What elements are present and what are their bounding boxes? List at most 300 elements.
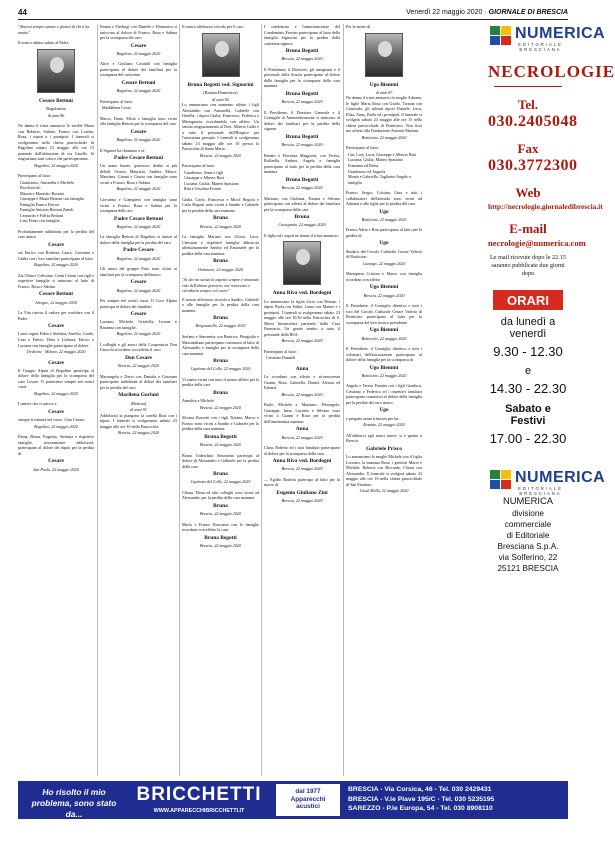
notice-text: Il nostro ultimo saluto al Padre <box>18 40 69 46</box>
deceased-name: Ugo Biemmi <box>369 81 399 88</box>
notice-body: Ne danno il triste annuncio la moglie Adriana, le figlie Maria Rosa con Guido, Tiziana con Giancarlo, gli adorati nipoti Daniele, Luca, Elisa, Anna, Paola ed i pronipoti. Il funerale si svolgerà sabato 23 maggio alle ore 15 nella chiesa parrocchiale di Bottticino. Non fiori ma offerte alla Fondazione Antonio Mariani. <box>346 95 422 134</box>
condolence-name: Leonardo e Fulvia Bettoni <box>20 212 64 218</box>
notice-place-date: Brescia, 22 maggio 2020 <box>199 543 241 549</box>
notice-place-date: Bagolino, 22 maggio 2020 <box>116 287 161 293</box>
notice-text: Mariangela e Dario con Daniela e Graziano partecipano addolorati al dolore dei familiari per la perdita del caro <box>100 373 177 390</box>
notice-text: Paolo, Michela e Massimo, Pierangelo, Giuseppe, Irma, Luciano e Silvano sono vicini a Gianni e Rosa per la perdita dell'amatissima mamma <box>264 402 340 424</box>
notice-text: Il figlio ed i nipoti ne danno il triste annuncio. <box>264 232 340 238</box>
obituary-notice <box>182 522 259 549</box>
notice-place-date: Bottticino, 22 maggio 2020 <box>361 372 407 378</box>
notice-body: La ricordano con affetto e riconoscenza Gianni, Rosa, Gabriella, Daniel, Alessia ed Eduard. <box>264 374 340 391</box>
since-line: Apparecchi <box>290 795 326 803</box>
deceased-name: Gabriele Prisco <box>366 445 402 452</box>
deceased-age: di anni 86 <box>47 112 65 118</box>
notice-body: Addolorati la piangono la sorella Rina con i nipoti. I funerali si svolgeranno sabato 23 maggio alle ore 10 nella Parrocchia. <box>100 412 177 429</box>
obituary-notice <box>346 271 422 298</box>
since-line: acustici <box>296 803 320 811</box>
deceased-name: Bruna <box>213 315 228 322</box>
condolence-name: Famiglia Franco Ferrari <box>20 201 60 207</box>
notice-place-date: Bagolino, 22 maggio 2020 <box>116 223 161 229</box>
shop-address: BRESCIA - Via Corsica, 46 - Tel. 030 2429431 <box>348 786 492 793</box>
obituary-notice <box>100 197 177 229</box>
notice-text: Mariano, con Giuliana, Tiziana e Silvano partecipano con affetto al dolore dei familiari per la scomparsa della cara <box>264 195 340 212</box>
obituary-notice <box>18 434 94 472</box>
notice-text: Mariapiera Cristina e Marco con famiglia ricordano con affetto <box>346 271 422 282</box>
notice-place-date: San Paolo, 22 maggio 2020 <box>33 466 79 472</box>
notice-body: Lo annunciano con immenso affetto i figli Alessandro con Antonella, Gabriele con Ornella, i nipoti Giulia, Francesco, Federica e Mariagrazia, ricordandola con affetto. Un sentito ringraziamento al Dott. Alberto Gallo e a tutto il personale dell'Hospice per l'assistenza prestata. I funerali si svolgeranno sabato 23 maggio alle ore 10 presso la Parrocchia di Santa Maria. <box>182 102 259 152</box>
weekend-hours: 17.00 - 22.30 <box>489 431 567 447</box>
obituary-notice <box>18 229 94 268</box>
deceased-name: Padre Cesare Bettoni <box>114 215 163 222</box>
banner-hook: Ho risolto il mio problema, sono stato da... <box>31 787 117 819</box>
tel-number: 030.2405048 <box>488 113 578 130</box>
obituary-notice <box>264 233 340 286</box>
deceased-name: Cesare Bettoni <box>121 79 156 86</box>
obituary-notice <box>18 24 94 35</box>
notice-place-date: Castegnato, 22 maggio 2020 <box>278 222 326 228</box>
notice-quote: "Amerai sempre amato e gioirai di chi ti ha amato" <box>18 24 90 35</box>
notice-text: — Egidio Bonfini partecipa al lutto per la morte di <box>264 476 340 488</box>
notice-text: Il Presidente, il Direttore, gli insegnanti e il personale della Scuola partecipano al dolore della famiglia per la scomparsa della cara mamma <box>264 66 340 89</box>
notice-text: Profondamente addolorati per la perdita del caro amico <box>18 228 94 240</box>
notice-place-date: Capitano del Colle, 22 maggio 2020 <box>190 479 251 485</box>
shop-address: SAREZZO - P.le Europa, 54 - Tel. 030 8908110 <box>348 805 493 813</box>
deceased-name: Anna Riva ved. Bordogni <box>272 458 332 465</box>
deceased-name: Bruna <box>213 471 228 478</box>
obituary-notice <box>346 433 422 494</box>
bricchetti-banner-ad <box>18 781 568 819</box>
deceased-subtitle: (Bettoni) <box>130 400 147 406</box>
hours-title: ORARI <box>493 290 563 310</box>
numerica-logo-mark-icon <box>490 26 512 46</box>
obituary-notice <box>18 98 94 119</box>
condolence-name: Giuseppe e Alberto Busi <box>184 175 225 181</box>
notice-place-date: Rezzato, 22 maggio 2020 <box>363 422 405 428</box>
header-date <box>406 9 568 16</box>
obituary-notice <box>182 490 259 517</box>
notice-body: I suoi cugini Fabio e Stefania, Aurelio, Guido, Lino e Fulvio, Dina e Lisbona, Enrico e Luciana con famiglie partecipano al dolore. <box>18 331 94 348</box>
condolence-name: Gaudenzio, Anna e figli <box>184 169 224 175</box>
notice-text: Renato e Fiorenza Maggiotti, con Teresa, Raffaella, Andrea, Angela e famiglia partecipano al lutto per la perdita della cara mamma <box>264 152 340 175</box>
obituary-notice <box>264 402 340 440</box>
obituary-notice <box>100 116 177 143</box>
portrait-photo <box>37 49 75 93</box>
notice-place-date: Brescia, 22 maggio 2020 <box>281 142 323 148</box>
obituary-notice <box>182 234 259 272</box>
web-url: http://necrologie.giornaledibrescia.it <box>488 202 603 211</box>
banner-brand: BRICCHETTI <box>136 784 262 805</box>
deceased-name: Cesare Bettoni <box>39 97 73 104</box>
numerica-logo <box>490 24 606 52</box>
notice-place-date: Brescia, 22 maggio 2020 <box>281 338 323 344</box>
condolence-name: Gianfranco, Antonella e Michele Bocchiocchi <box>20 179 74 191</box>
column-divider <box>343 24 344 776</box>
obituary-notice <box>346 383 422 427</box>
deceased-age: di anni 91 <box>130 407 147 413</box>
notice-place-date: Bagolino, 22 maggio 2020 <box>116 88 161 94</box>
notice-body: Il Gruppo Alpini di Bagolino partecipa al dolore della famiglia per la scomparsa del caro Cesare. Ti porteremo sempre nei nostri cuori. <box>18 367 94 390</box>
deceased-name: Anna <box>295 365 309 372</box>
tel-label: Tel. <box>517 97 539 112</box>
notice-text: Gli amici del gruppo Fritz sono vicini ai familiari per la scomparsa dell'amico <box>100 266 177 277</box>
portrait-photo <box>283 241 321 285</box>
weekday-evening: 14.30 - 22.30 <box>489 381 567 397</box>
notice-text: Elena, Bruna, Eugenio, Stefania e rispettive famiglie, sinceramente addolorati, partecipano al dolore dei nipoti per la perdita di <box>18 434 94 456</box>
obituary-notice <box>182 453 259 485</box>
obituary-notice <box>264 290 340 343</box>
obituary-column-3 <box>182 24 259 776</box>
obituary-notice <box>264 445 340 472</box>
notice-body: Lo annunciano la figlia Licia con Renato, i nipoti Paola con Fabio, Laura con Matteo e i pronipoti. I funerali si svolgeranno sabato 23 maggio alle ore 10.30 nella Parrocchia di S. Maria Immacolata partendo dalla Casa Funeraria. Un grazie sentito a tutto il personale della RSA. <box>264 298 340 337</box>
deceased-name: Ugo Biemmi <box>369 327 399 334</box>
notice-text: Il Presidente, il Consiglio direttivo e tutti i volontari dell'associazione partecipano al dolore della famiglia per la scomparsa di <box>346 346 422 363</box>
deceased-name: Bruna Begotti <box>204 433 237 440</box>
condolence-name: Rita e Orsolina Frosini <box>184 186 222 192</box>
notice-text: La Vita ritrova il cadore per sorridere con il Padre. <box>18 310 94 321</box>
obituary-column-5 <box>346 24 422 776</box>
notice-text: La famiglia Mariani con Gloria, Luca, Christian e rispettive famiglie abbraccia affettuosamente Sandro ed Emanuele per la perdita della cara mamma <box>182 234 259 256</box>
header-date-text: Venerdì 22 maggio 2020 · <box>406 9 489 16</box>
notice-place-date: Brescia, 22 maggio 2020 <box>363 292 405 298</box>
notice-place-date: Brescia, 22 maggio 2020 <box>199 442 241 448</box>
necrologie-ad <box>488 24 615 776</box>
logo-subtitle: EDITORIALE BRESCIANA <box>518 486 563 497</box>
obituary-notice <box>100 266 177 293</box>
deceased-name: Bruna <box>213 358 228 365</box>
deceased-name: Bruna Begotti <box>204 534 237 541</box>
logo-name: NUMERICA <box>515 469 606 487</box>
notice-place-date: Bottticino, 22 maggio 2020 <box>361 134 407 140</box>
weekday-label: da lunedì a venerdì <box>500 316 556 341</box>
page-number: 44 <box>18 8 27 17</box>
deceased-name: Padre Cesare Bettoni <box>114 155 163 162</box>
deceased-name: Bruna <box>213 389 228 396</box>
deceased-name: Bruna Begotti <box>285 90 319 97</box>
notice-place-date: Brescia, 22 maggio 2020 <box>281 434 323 440</box>
condolence-list <box>182 170 259 192</box>
condolence-name: Luciana, Giulia, Matteo Spasiano <box>184 180 239 186</box>
notice-text: Il nostro affettuoso ricordo per il caro <box>182 24 244 29</box>
notice-text: Franco, Sergio, Cristina, Gino e tutti i collaboratori dell'azienda sono vicini ad Adriana e alle figlie per la perdita del caro <box>346 190 422 207</box>
notice-text: Bruna Todeschini Simonetta partecipa al dolore di Alessandro e Gabriele per la perdita della cara <box>182 452 259 469</box>
notice-body: Sindaco del Circolo Culturale Cesare Valerio di Bottticino. <box>346 248 422 260</box>
deceased-name: Cesare Bettoni <box>39 291 73 298</box>
deceased-name: Ugo Biemmi <box>369 364 399 371</box>
obituary-notice <box>346 346 422 378</box>
obituary-notice <box>346 24 422 77</box>
notice-text: Vi siamo vicini con tutto il nostro affetto per la perdita della cara <box>182 376 259 388</box>
banner-since-box <box>276 784 340 816</box>
deceased-name: Eugenio Giuliano Zini <box>276 489 328 496</box>
company-line: NUMERICA <box>502 495 553 507</box>
condolence-name: Maddalena Costa <box>102 105 131 111</box>
deceased-name: Bruna <box>213 215 228 222</box>
notice-text: Partecipano al lutto: <box>182 163 215 169</box>
notice-place-date: Brescia, 22 maggio 2020 <box>199 404 241 410</box>
deceased-name: Ugo <box>379 208 389 215</box>
notice-text: Emma e Pierluigi con Daniele e Domenico si uniscono al dolore di Franco, Rosa e Sabina per la scomparsa del caro <box>100 24 177 41</box>
condolence-list <box>346 152 422 185</box>
section-title: NECROLOGIE <box>488 62 615 81</box>
notice-text: Stefano e Simonetta con Beatrice, Piergiulio e Massimiliano partecipano commossi al lutto di Alessandro e famiglia per la scomparsa della cara mamma <box>182 334 259 356</box>
deceased-name: Cesare <box>48 408 64 415</box>
obituary-notice <box>100 342 177 369</box>
condolence-name: Marzia e Maurizio Rossini <box>20 190 64 196</box>
notice-place-date: Brescia, 22 maggio 2020 <box>281 184 323 190</box>
notice-place-date: Bagolino, 22 maggio 2020 <box>116 186 161 192</box>
obituary-notice <box>346 303 422 341</box>
logo-name: NUMERICA <box>515 25 606 42</box>
deceased-name: Cesare <box>130 42 147 49</box>
email-address: necrologie@numerica.com <box>488 238 586 248</box>
deceased-name: Bruna Begotti ved. Signorini <box>187 81 254 88</box>
deceased-name: Bruna <box>294 214 310 221</box>
portrait-photo <box>202 33 240 77</box>
fax-number: 030.3772300 <box>488 157 578 174</box>
deceased-name: Cesare <box>48 359 64 366</box>
notice-text: Partecipano al lutto: <box>264 348 297 354</box>
shop-address: BRESCIA - V.le Piave 195/C - Tel. 030 5235195 <box>348 795 495 803</box>
deceased-name: Bruna Begotti <box>285 133 319 140</box>
obituary-column-1 <box>18 24 94 776</box>
notice-place-date: Brescia, 22 maggio 2020 <box>281 56 323 62</box>
deceased-name: Don Cesare <box>125 354 152 361</box>
notice-body: Un uomo buono, generoso, dedito ai più deboli. Orazio, Maurizio, Andrea, Marco, Massimo, Gianni e Grazia con famiglie sono vicini a Franco, Rosa e Sabina. <box>100 163 177 185</box>
notice-place-date: Casal Mella, 22 maggio 2020 <box>359 488 409 494</box>
obituary-notice <box>18 360 94 397</box>
notice-place-date: Bagolino, 22 maggio 2020 <box>116 137 161 143</box>
page-header <box>18 8 568 20</box>
condolence-list <box>18 180 94 224</box>
obituary-notice <box>264 349 340 361</box>
numerica-logo-mark-icon <box>490 470 512 490</box>
notice-place-date: Bottticino, 22 maggio 2020 <box>361 335 407 341</box>
notice-text: Zia Olina e Celestino, Gemi Cotoni con figli e rispettive famiglie si uniscono al lutto di Franco, Rosa e Sabina. <box>18 272 94 289</box>
obituary-notice <box>18 123 94 168</box>
notice-place-date: Brescia, 22 maggio 2020 <box>199 152 241 158</box>
deceased-name: Cesare <box>130 279 147 286</box>
deceased-name: Bruna Begotti <box>285 48 319 55</box>
notice-text: Mario e Franco Boscarini con le famiglie ricordano con affetto la cara <box>182 521 259 533</box>
deceased-name: Anna Riva ved. Bordogni <box>272 290 332 297</box>
obituary-notice <box>346 227 422 266</box>
notice-place-date: Brescia, 22 maggio 2020 <box>117 430 159 436</box>
portrait-photo <box>365 33 403 77</box>
notice-body: sempre ti rimarrà nel cuore. Ciao Cesare. <box>18 417 86 423</box>
web-label: Web <box>515 185 541 200</box>
notice-place-date: Bagolino, 22 maggio 2020 <box>116 50 161 56</box>
company-line: divisione commerciale <box>504 508 552 529</box>
obituary-notice <box>100 148 177 192</box>
notice-text: Alice e Giuliano Castaldi con famiglia partecipano al dolore dei familiari per la scomparsa del carissimo <box>100 61 177 78</box>
notice-place-date: Bagolino, 22 maggio 2020 <box>34 262 78 268</box>
deceased-name: Cesare <box>130 311 147 318</box>
notice-body: Luciano, Michela, Graziella, Ivonne e Rosanna con famiglie. <box>100 319 177 330</box>
deceased-age: di anni 92 <box>212 96 229 102</box>
notice-body: e pregano senza tristezza per lui. <box>346 415 400 421</box>
since-line: dal 1977 <box>295 788 321 795</box>
obituary-notice <box>100 298 177 337</box>
notice-place-date: Brescia, 22 maggio 2020 <box>199 223 241 229</box>
deadline-note: Le mail ricevute dopo le 22.15 saranno pubblicate due giorni dopo <box>490 254 566 278</box>
column-divider <box>179 24 180 776</box>
obituary-notice <box>182 377 259 410</box>
column-divider <box>97 24 98 776</box>
condolence-list <box>264 355 340 361</box>
logo-subtitle: EDITORIALE BRESCIANA <box>518 42 563 52</box>
deceased-name: Cesare <box>48 241 64 248</box>
notice-text: Ne danno il triste annuncio le sorelle Maria con Roberto, Sabina, Franco con Loretta, Rosa, i nipoti e i pronipoti. I funerali si svolgeranno nella chiesa parrocchiale di Bagolino sabato 23 maggio alle ore 15 partendo dall'abitazione di via Caselle. Si ringraziano tutti coloro che parteciperanno. <box>18 123 94 162</box>
deceased-age: di anni 87 <box>375 89 393 95</box>
notice-text: Chiara, Elena ed altri colleghi sono vicini ad Alessandro per la perdita della cara mamma <box>182 489 259 501</box>
notice-text: L'amore che ci unisce a <box>18 401 57 407</box>
obituary-column-2 <box>100 24 177 776</box>
title-rule <box>494 86 562 87</box>
notice-text: All'abbracci agli amici nuovi: si è spento a Brescia <box>346 432 422 444</box>
obituary-notice <box>18 310 94 354</box>
deceased-name: Ugo <box>379 407 389 414</box>
obituary-notice <box>264 24 340 62</box>
notice-place-date: Bagolino, 22 maggio 2020 <box>116 331 161 337</box>
notice-place-date: Orzinuovi, 22 maggio 2020 <box>197 266 244 272</box>
condolence-name: Giuseppe e Maria Bettoni con famiglia <box>20 196 84 202</box>
obituary-notice <box>346 190 422 222</box>
notice-text: Clara, Roberto ed i suoi familiari partecipano al dolore per la scomparsa della cara <box>264 445 340 456</box>
notice-text: Partecipano al lutto: <box>18 173 51 179</box>
obituary-notice <box>346 82 422 141</box>
notice-place-date: Cazzago, 22 maggio 2020 <box>362 260 406 266</box>
notice-text: Il Presidente, il Direttore Generale e il Consiglio di Amministrazione si uniscono al dolore dei familiari per la perdita della signora <box>264 109 340 132</box>
notice-place-date: Brescia, 22 maggio 2020 <box>281 498 323 504</box>
obituary-notice <box>18 273 94 305</box>
condolence-name: Luciana, Giulia, Matteo Spasiano <box>348 157 403 163</box>
obituary-notice <box>100 99 177 111</box>
notice-text: La famiglia Bettoni di Bagolino si unisce al dolore della famiglia per la perdita del caro <box>100 234 177 245</box>
weekday-morning: 9.30 - 12.30 <box>493 344 563 360</box>
obituary-notice <box>100 374 177 436</box>
obituary-notice <box>182 277 259 329</box>
column-divider <box>261 24 262 776</box>
weekday-connector: e <box>524 365 532 378</box>
banner-shops <box>348 785 494 814</box>
notice-text: Il Presidente, il Consiglio direttivo e tutti i soci del Circolo Culturale Cesare Valerio di Bottticino partecipano al lutto per la scomparsa del loro storico presidente <box>346 303 422 325</box>
notice-text: Marco, Dario, Elisio e famiglia sono vicini alla famiglia Bettoni per la scomparsa del caro <box>100 115 177 127</box>
deceased-name: Cesare <box>130 128 147 135</box>
notice-place-date: Capitano del Colle, 22 maggio 2020 <box>190 366 251 372</box>
deceased-name: Marilena Gorlani <box>118 392 159 399</box>
notice-place-date: Bagolino, 22 maggio 2020 <box>34 162 78 168</box>
obituary-notice <box>264 196 340 228</box>
obituary-notice <box>264 67 340 105</box>
obituary-notice <box>182 163 259 192</box>
numerica-logo-bottom <box>490 468 606 497</box>
deceased-subtitle: Bagolinista <box>46 105 66 111</box>
deceased-name: Bruna <box>213 502 228 509</box>
obituary-notice <box>346 145 422 185</box>
notice-place-date: Artogne, 22 maggio 2020 <box>35 299 77 305</box>
notice-text: I colleghi e gli amici della Cooperativa Don Gnocchi ricordano con affetto il caro <box>100 341 177 353</box>
fax-label: Fax <box>517 141 539 156</box>
obituary-notice <box>18 40 94 93</box>
obituary-notice <box>18 173 94 224</box>
notice-body: Lo annunciano la moglie Michela con il figlio Lorenzo, la mamma Rosa, i genitori Mario e Michele, Roberta con Riccardo, Chiara con Alessandro. Il funerale si svolgerà sabato 23 maggio alle ore 16 nella chiesa parrocchiale di San Faustino. <box>346 454 422 487</box>
notice-place-date: Bottticino, 22 maggio 2020 <box>361 216 407 222</box>
notice-place-date: Borgosatollo, 22 maggio 2020 <box>195 323 246 329</box>
obituary-column-4 <box>264 24 340 776</box>
deceased-name: Padre Cesare <box>123 247 154 254</box>
notice-place-date: Brescia, 22 maggio 2020 <box>117 363 159 369</box>
obituary-notice <box>264 153 340 191</box>
notice-text: Franco Adria e Rita partecipano al lutto per la perdita di <box>346 227 422 238</box>
notice-place-date: Bagolino, 22 maggio 2020 <box>34 390 78 396</box>
condolence-name: Gin, Lory, Luca, Giuseppe e Alberto Busi <box>348 151 417 157</box>
notice-body: sia Enrico con Roberta, Laura, Giovanni e Giulia con i loro familiari partecipano al lutto. <box>18 250 94 261</box>
obituary-notice <box>264 477 340 504</box>
obituary-notice <box>264 110 340 148</box>
condolence-name: Cristiano Damioli <box>266 355 296 361</box>
obituary-notice <box>182 82 259 159</box>
notice-place-date: Brescia, 22 maggio 2020 <box>281 99 323 105</box>
notice-text: Silvana Rossetti con i figli Tiziana, Marco e Franco sono vicini a Sandro e Gabriele per la perdita della cara mamma <box>182 415 259 432</box>
notice-place-date: Brescia, 22 maggio 2020 <box>281 466 323 472</box>
condolence-name: Famiglia Antonio Bettoni Zanoli <box>20 207 74 213</box>
company-address <box>488 495 568 574</box>
deceased-name: Cesare <box>48 323 64 330</box>
deceased-name: Ugo Biemmi <box>369 284 399 291</box>
deceased-subtitle: (Baiana Domestica) <box>203 89 238 95</box>
obituary-notice <box>182 24 259 77</box>
notice-place-date: Bagolino, 22 maggio 2020 <box>116 255 161 261</box>
notice-body: Annalisa e Michele. <box>182 398 215 404</box>
weekend-label: Sabato e Festivi <box>505 403 551 428</box>
company-line: 25121 BRESCIA <box>497 564 559 574</box>
obituary-notice <box>100 24 177 56</box>
obituary-notice <box>18 401 94 429</box>
notice-text: Giulia, Carlo, Francesca e Micol Begotti e Carla Begotti sono vicini a Sandro e Gabriele per la perdita della cara mamma <box>182 196 259 213</box>
condolence-list <box>100 105 177 111</box>
condolence-name: Ermanno ed Elena <box>348 163 379 168</box>
obituary-notice <box>100 234 177 261</box>
paper-name: GIORNALE DI BRESCIA <box>488 9 568 16</box>
notice-text: Il Signore ha chiamato a sé <box>100 147 145 153</box>
deceased-name: Ugo <box>379 240 389 247</box>
deceased-name: Bruna Begotti <box>285 176 319 183</box>
notice-text: Il nostro affettuoso ricordo a Sandro, Gabriele e alle famiglie per la perdita della cara mamma. <box>182 296 259 313</box>
notice-text: I condomini e l'amministratore del Condominio Fiorino partecipano al lutto della famiglia Signorini per la perdita della carissima signora <box>264 24 340 46</box>
email-label: E-mail <box>509 221 547 236</box>
notice-text: Partecipano al lutto: <box>100 98 133 104</box>
notice-text: Per sempre nei nostri cuori. Il Coro Alpino partecipa al dolore dei familiari. <box>100 298 177 309</box>
notice-text: Giovanna e Giampiero con famiglia sono vicini a Franco, Rosa e Sabina per la scomparsa dello zio <box>100 196 177 214</box>
notice-place-date: Brescia, 22 maggio 2020 <box>281 391 323 397</box>
notice-text: Partecipano al lutto: <box>346 145 379 151</box>
obituary-notice <box>182 334 259 372</box>
notice-text: Per la morte di <box>346 24 371 29</box>
deceased-name: Bruna <box>213 258 228 265</box>
condolence-name: Gianfranco ed Angiola <box>348 168 386 174</box>
notice-place-date: Tredicine · Milano, 22 maggio 2020 <box>26 349 86 355</box>
condolence-name: Lino Fenzi con famiglia <box>20 218 60 224</box>
banner-web: WWW.APPARECCHIBRICCHETTI.IT <box>153 808 245 814</box>
obituary-notice <box>182 197 259 229</box>
condolence-name: Monia e Gabriella, Tagliarini Angelo e famiglia <box>348 174 412 185</box>
notice-text: Angelo e Teresa Putattia con i figli Gianluca, Cristiano e Federica ed i rispettivi familiari partecipano commossi al dolore della famiglia per la perdita del caro amico <box>346 383 422 405</box>
deceased-name: Cesare <box>48 458 64 465</box>
company-line: di Editoriale Bresciana S.p.A. <box>497 531 559 552</box>
company-line: via Solferino, 22 <box>498 553 558 563</box>
obituary-notice <box>100 61 177 93</box>
notice-place-date: Bagolino, 22 maggio 2020 <box>34 423 78 429</box>
